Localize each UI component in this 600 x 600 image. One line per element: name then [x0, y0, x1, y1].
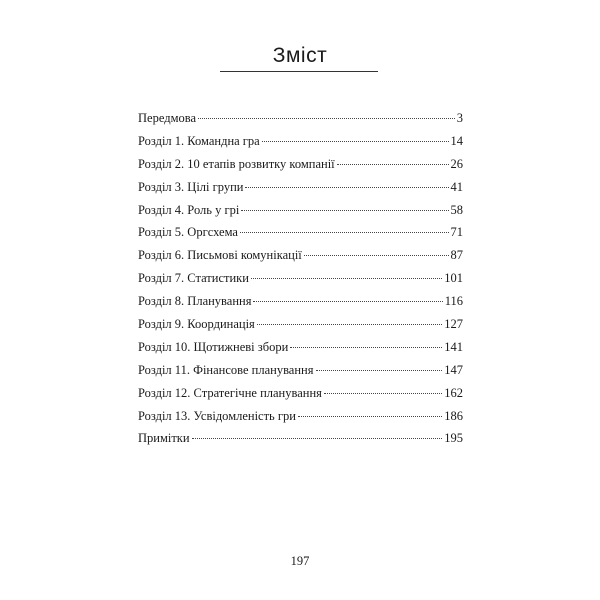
toc-entry[interactable]	[138, 385, 463, 408]
toc-entry-page: 141	[444, 339, 463, 354]
toc-entry[interactable]	[138, 408, 463, 431]
dot-leader	[337, 164, 449, 165]
toc-entry-page: 162	[444, 385, 463, 400]
toc-entry-label: Розділ 11. Фінансове планування	[138, 362, 314, 377]
toc-entry-label: Розділ 6. Письмові комунікації	[138, 248, 302, 263]
toc-list	[138, 110, 463, 453]
toc-entry[interactable]	[138, 224, 463, 247]
page-number: 197	[290, 554, 310, 568]
toc-entry-page: 195	[444, 431, 463, 446]
toc-entry-page: 41	[450, 179, 463, 194]
toc-entry[interactable]	[138, 156, 463, 179]
toc-entry-label: Розділ 9. Координація	[138, 317, 255, 332]
toc-entry-label: Примітки	[138, 431, 190, 446]
dot-leader	[324, 393, 442, 394]
toc-entry[interactable]	[138, 362, 463, 385]
toc-entry-label: Розділ 2. 10 етапів розвитку компанії	[138, 156, 335, 171]
dot-leader	[290, 347, 442, 348]
toc-entry-page: 3	[456, 111, 463, 125]
toc-entry-page: 14	[450, 133, 463, 148]
toc-entry-label: Передмова	[138, 111, 197, 125]
dot-leader	[257, 324, 442, 325]
toc-entry[interactable]	[138, 247, 463, 270]
dot-leader	[192, 438, 443, 439]
toc-entry[interactable]	[138, 110, 463, 133]
toc-entry-label: Розділ 5. Оргсхема	[138, 225, 238, 240]
toc-title: Зміст	[272, 44, 328, 67]
toc-entry[interactable]	[138, 270, 463, 293]
dot-leader	[298, 416, 442, 417]
title-underline	[220, 71, 378, 72]
toc-entry-page: 116	[444, 294, 463, 309]
toc-entry[interactable]	[138, 339, 463, 362]
toc-entry-label: Розділ 1. Командна гра	[138, 133, 260, 148]
toc-entry[interactable]	[138, 316, 463, 339]
toc-entry[interactable]	[138, 133, 463, 156]
toc-entry-page: 71	[450, 225, 463, 240]
toc-entry-page: 186	[444, 408, 463, 423]
toc-entry[interactable]	[138, 293, 463, 316]
dot-leader	[253, 301, 442, 302]
toc-entry-page: 101	[444, 271, 463, 286]
toc-entry-page: 147	[444, 362, 463, 377]
toc-entry-page: 58	[450, 202, 463, 217]
toc-entry-label: Розділ 7. Статистики	[138, 271, 249, 286]
dot-leader	[198, 118, 455, 119]
toc-entry-label: Розділ 12. Стратегічне планування	[138, 385, 322, 400]
dot-leader	[240, 232, 449, 233]
toc-entry-page: 127	[444, 317, 463, 332]
dot-leader	[304, 255, 449, 256]
dot-leader	[262, 141, 449, 142]
toc-entry-page: 26	[450, 156, 463, 171]
toc-entry-page: 87	[450, 248, 463, 263]
toc-entry-label: Розділ 8. Планування	[138, 294, 252, 309]
toc-entry[interactable]	[138, 179, 463, 202]
toc-entry[interactable]	[138, 430, 463, 453]
dot-leader	[316, 370, 443, 371]
toc-entry-label: Розділ 3. Цілі групи	[138, 179, 244, 194]
dot-leader	[251, 278, 442, 279]
toc-entry-label: Розділ 13. Усвідомленість гри	[138, 408, 296, 423]
toc-entry-label: Розділ 10. Щотижневі збори	[138, 339, 289, 354]
dot-leader	[241, 210, 448, 211]
toc-entry-label: Розділ 4. Роль у грі	[138, 202, 240, 217]
dot-leader	[245, 187, 448, 188]
toc-entry[interactable]	[138, 202, 463, 225]
